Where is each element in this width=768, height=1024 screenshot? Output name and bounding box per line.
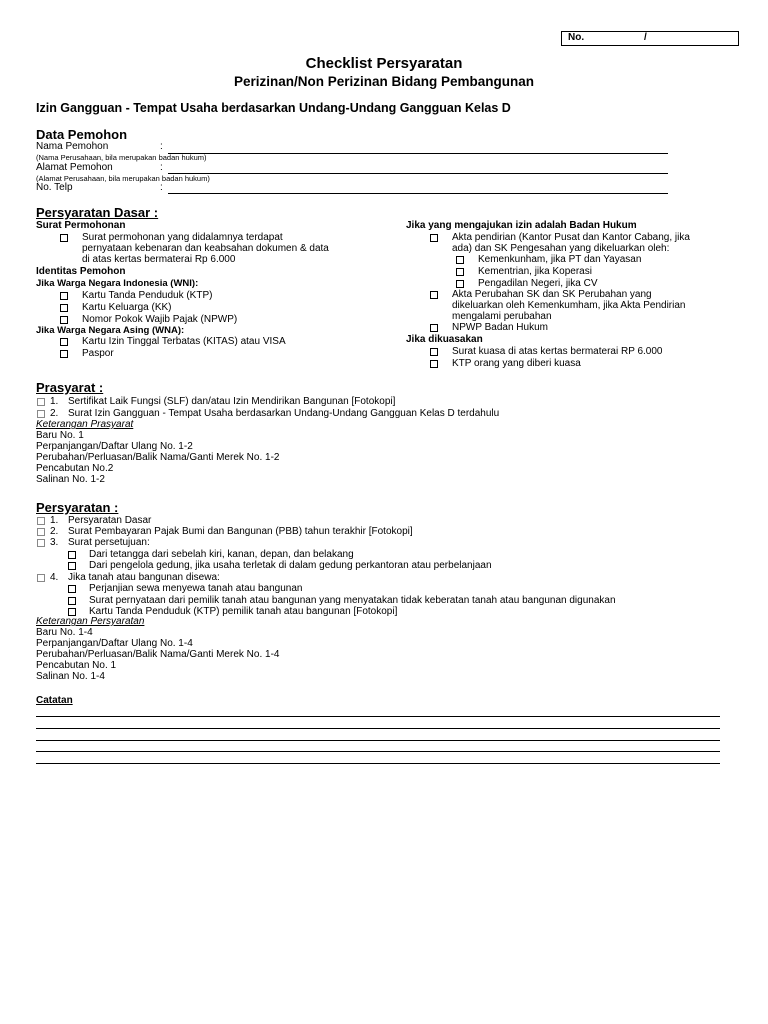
dikuasakan-heading: Jika dikuasakan [406,334,483,345]
permit-title: Izin Gangguan - Tempat Usaha berdasarkan Undang-Undang Gangguan Kelas D [36,101,511,115]
paspor-checkbox[interactable] [60,350,68,358]
data-pemohon-heading: Data Pemohon [36,127,128,142]
keterangan-persyaratan-line: Perpanjangan/Daftar Ulang No. 1-4 [36,638,193,649]
alamat-colon: : [160,162,163,173]
persyaratan-4-num: 4. [50,572,59,583]
akta-perubahan-checkbox[interactable] [430,291,438,299]
kemenkunham-checkbox[interactable] [456,256,464,264]
keterangan-persyaratan-line: Salinan No. 1-4 [36,671,105,682]
document-number-slash: / [644,32,647,43]
ktp-kuasa-checkbox[interactable] [430,360,438,368]
npwp-bh-checkbox[interactable] [430,324,438,332]
kuasa-item: Surat kuasa di atas kertas bermaterai RP 6.000 [452,346,663,357]
keterangan-prasyarat-line: Salinan No. 1-2 [36,474,105,485]
alamat-note: (Alamat Perusahaan, bila merupakan badan hukum) [36,174,210,183]
prasyarat-1-text: Sertifikat Laik Fungsi (SLF) dan/atau Izin Mendirikan Bangunan [Fotokopi] [68,396,396,407]
catatan-line[interactable] [36,763,720,764]
nama-label: Nama Pemohon [36,141,109,152]
persyaratan-3-sub: Dari tetangga dari sebelah kiri, kanan, depan, dan belakang [89,549,354,560]
telp-colon: : [160,182,163,193]
akta-sub-item: Kemenkunham, jika PT dan Yayasan [478,254,642,265]
prasyarat-2-checkbox[interactable] [37,410,45,418]
surat-pernyataan-checkbox[interactable] [68,597,76,605]
identitas-heading: Identitas Pemohon [36,266,126,277]
telp-label: No. Telp [36,182,73,193]
wni-item: Kartu Tanda Penduduk (KTP) [82,290,213,301]
kementrian-checkbox[interactable] [456,268,464,276]
keterangan-prasyarat-line: Perubahan/Perluasan/Balik Nama/Ganti Merek No. 1-2 [36,452,280,463]
document-number-box [561,31,739,46]
persyaratan-1-checkbox[interactable] [37,517,45,525]
wna-item: Paspor [82,348,114,359]
persyaratan-heading: Persyaratan : [36,500,119,515]
akta-sub-item: Kementrian, jika Koperasi [478,266,592,277]
surat-permohonan-checkbox[interactable] [60,234,68,242]
persyaratan-2-checkbox[interactable] [37,528,45,536]
surat-kuasa-checkbox[interactable] [430,348,438,356]
persyaratan-4-text: Jika tanah atau bangunan disewa: [68,572,220,583]
nama-colon: : [160,141,163,152]
persyaratan-4-checkbox[interactable] [37,574,45,582]
persyaratan-1-text: Persyaratan Dasar [68,515,152,526]
akta-pendirian-checkbox[interactable] [430,234,438,242]
prasyarat-1-checkbox[interactable] [37,398,45,406]
akta-sub-item: Pengadilan Negeri, jika CV [478,278,598,289]
prasyarat-2-text: Surat Izin Gangguan - Tempat Usaha berdasarkan Undang-Undang Gangguan Kelas D terdahulu [68,408,500,419]
persyaratan-1-num: 1. [50,515,59,526]
surat-permohonan-line: di atas kertas bermaterai Rp 6.000 [82,254,236,265]
nama-note: (Nama Perusahaan, bila merupakan badan hukum) [36,153,207,162]
surat-permohonan-line: pernyataan kebenaran dan keabsahan dokumen & data [82,243,329,254]
persyaratan-3-num: 3. [50,537,59,548]
akta-perubahan-line: dikeluarkan oleh Kemenkumham, jika Akta Pendirian [452,300,686,311]
alamat-label: Alamat Pemohon [36,162,113,173]
persyaratan-4-sub: Kartu Tanda Penduduk (KTP) pemilik tanah atau bangunan [Fotokopi] [89,606,398,617]
catatan-line[interactable] [36,716,720,717]
surat-permohonan-heading: Surat Permohonan [36,220,126,231]
kitas-checkbox[interactable] [60,338,68,346]
prasyarat-1-num: 1. [50,396,59,407]
document-number-label: No. [568,32,585,43]
wni-item: Nomor Pokok Wajib Pajak (NPWP) [82,314,238,325]
persyaratan-3-checkbox[interactable] [37,539,45,547]
prasyarat-heading: Prasyarat : [36,380,104,395]
keterangan-persyaratan-heading: Keterangan Persyaratan [36,616,145,627]
badan-hukum-heading: Jika yang mengajukan izin adalah Badan Hukum [406,220,637,231]
persyaratan-3-text: Surat persetujuan: [68,537,150,548]
alamat-field[interactable] [168,173,668,174]
keterangan-persyaratan-line: Baru No. 1-4 [36,627,93,638]
akta-pendirian-line: ada) dan SK Pengesahan yang dikeluarkan oleh: [452,243,670,254]
telp-field[interactable] [168,193,668,194]
catatan-heading: Catatan [36,695,73,706]
wna-item: Kartu Izin Tinggal Terbatas (KITAS) atau VISA [82,336,286,347]
wni-heading: Jika Warga Negara Indonesia (WNI): [36,278,199,289]
page-title: Checklist Persyaratan [305,55,463,72]
keterangan-persyaratan-line: Pencabutan No. 1 [36,660,117,671]
pengadilan-checkbox[interactable] [456,280,464,288]
akta-pendirian-line: Akta pendirian (Kantor Pusat dan Kantor Cabang, jika [452,232,690,243]
kuasa-item: KTP orang yang diberi kuasa [452,358,581,369]
keterangan-prasyarat-line: Pencabutan No.2 [36,463,114,474]
akta-perubahan-line: mengalami perubahan [452,311,552,322]
wni-item: Kartu Keluarga (KK) [82,302,172,313]
prasyarat-2-num: 2. [50,408,59,419]
catatan-line[interactable] [36,728,720,729]
catatan-line[interactable] [36,751,720,752]
persyaratan-3-sub: Dari pengelola gedung, jika usaha terletak di dalam gedung perkantoran atau perbelanjaan [89,560,492,571]
nama-field[interactable] [168,153,668,154]
keterangan-prasyarat-line: Baru No. 1 [36,430,84,441]
persyaratan-dasar-heading: Persyaratan Dasar : [36,205,159,220]
keterangan-prasyarat-heading: Keterangan Prasyarat [36,419,134,430]
ktp-pemilik-checkbox[interactable] [68,608,76,616]
persyaratan-2-num: 2. [50,526,59,537]
wna-heading: Jika Warga Negara Asing (WNA): [36,325,185,336]
perjanjian-sewa-checkbox[interactable] [68,585,76,593]
surat-permohonan-line: Surat permohonan yang didalamnya terdapat [82,232,283,243]
catatan-line[interactable] [36,740,720,741]
page-subtitle: Perizinan/Non Perizinan Bidang Pembangunan [233,74,535,89]
persyaratan-4-sub: Perjanjian sewa menyewa tanah atau bangunan [89,583,303,594]
keterangan-prasyarat-line: Perpanjangan/Daftar Ulang No. 1-2 [36,441,193,452]
persyaratan-2-text: Surat Pembayaran Pajak Bumi dan Bangunan (PBB) tahun terakhir [Fotokopi] [68,526,413,537]
ktp-checkbox[interactable] [60,292,68,300]
akta-perubahan-line: Akta Perubahan SK dan SK Perubahan yang [452,289,652,300]
persetujuan-tetangga-checkbox[interactable] [68,551,76,559]
npwp-bh-label: NPWP Badan Hukum [452,322,548,333]
persyaratan-4-sub: Surat pernyataan dari pemilik tanah atau bangunan yang menyatakan tidak keberatan tanah atau bangunan digunakan [89,595,616,606]
keterangan-persyaratan-line: Perubahan/Perluasan/Balik Nama/Ganti Merek No. 1-4 [36,649,280,660]
npwp-checkbox[interactable] [60,316,68,324]
kk-checkbox[interactable] [60,304,68,312]
persetujuan-pengelola-checkbox[interactable] [68,562,76,570]
